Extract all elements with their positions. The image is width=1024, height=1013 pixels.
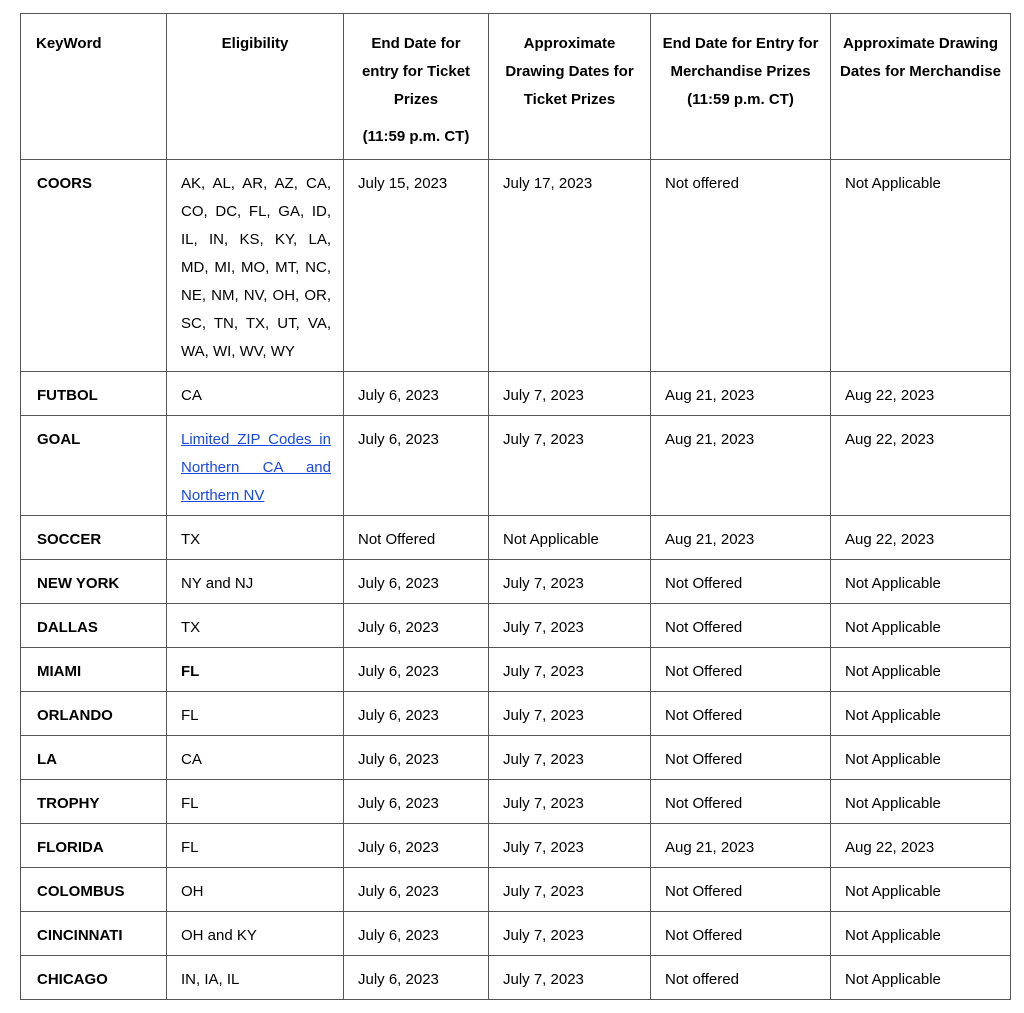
keyword-cell: FUTBOL [21,372,167,416]
merch-draw-cell: Not Applicable [831,912,1011,956]
ticket-end-cell: July 6, 2023 [344,648,489,692]
table-row-miami [21,648,1011,692]
merch-end-cell: Not Offered [651,560,831,604]
eligibility-cell: CA [167,736,344,780]
ticket-end-cell: July 6, 2023 [344,912,489,956]
merch-end-cell: Not Offered [651,692,831,736]
table-row-trophy [21,780,1011,824]
ticket-end-cell: July 6, 2023 [344,824,489,868]
merch-draw-cell: Not Applicable [831,956,1011,1000]
ticket-end-cell: July 6, 2023 [344,868,489,912]
ticket-end-cell: July 15, 2023 [344,160,489,372]
merch-end-cell: Not Offered [651,780,831,824]
eligibility-cell: FL [167,692,344,736]
merch-draw-cell: Not Applicable [831,560,1011,604]
ticket-draw-cell: July 17, 2023 [489,160,651,372]
eligibility-cell [167,416,344,516]
header-ticket-drawing-dates: Approximate Drawing Dates for Ticket Prizes [489,14,651,160]
ticket-end-cell: July 6, 2023 [344,560,489,604]
ticket-draw-cell: July 7, 2023 [489,372,651,416]
merch-end-cell: Aug 21, 2023 [651,516,831,560]
zip-codes-link[interactable]: Limited ZIP Codes in Northern CA and Northern NV [181,431,331,504]
merch-end-cell: Not offered [651,160,831,372]
header-ticket-end-main: End Date for entry for Ticket Prizes [361,35,471,108]
ticket-draw-cell: Not Applicable [489,516,651,560]
eligibility-cell: AK, AL, AR, AZ, CA, CO, DC, FL, GA, ID, IL, IN, KS, KY, LA, MD, MI, MO, MT, NC, NE, NM, NV, OH, OR, SC, TN, TX, UT, VA, WA, WI, WV, WY [167,160,344,372]
table-row-futbol [21,372,1011,416]
keyword-cell: LA [21,736,167,780]
merch-draw-cell: Not Applicable [831,868,1011,912]
header-keyword: KeyWord [21,14,167,160]
header-merch-end-date: End Date for Entry for Merchandise Prizes (11:59 p.m. CT) [651,14,831,160]
ticket-draw-cell: July 7, 2023 [489,736,651,780]
table-row-goal [21,416,1011,516]
eligibility-cell: TX [167,604,344,648]
header-eligibility: Eligibility [167,14,344,160]
merch-draw-cell: Not Applicable [831,780,1011,824]
keyword-cell: COLOMBUS [21,868,167,912]
keyword-cell: COORS [21,160,167,372]
merch-draw-cell: Not Applicable [831,736,1011,780]
ticket-end-cell: July 6, 2023 [344,416,489,516]
merch-draw-cell: Aug 22, 2023 [831,416,1011,516]
keyword-cell: SOCCER [21,516,167,560]
ticket-end-cell: July 6, 2023 [344,604,489,648]
merch-draw-cell: Aug 22, 2023 [831,372,1011,416]
table-body [21,160,1011,1000]
merch-end-cell: Aug 21, 2023 [651,372,831,416]
ticket-draw-cell: July 7, 2023 [489,868,651,912]
merch-end-cell: Not Offered [651,604,831,648]
table-row-new-york [21,560,1011,604]
keyword-cell: ORLANDO [21,692,167,736]
eligibility-cell: OH [167,868,344,912]
merch-end-cell: Aug 21, 2023 [651,824,831,868]
ticket-end-cell: July 6, 2023 [344,736,489,780]
keyword-cell: MIAMI [21,648,167,692]
eligibility-cell: TX [167,516,344,560]
table-row-orlando [21,692,1011,736]
merch-draw-cell: Not Applicable [831,648,1011,692]
keyword-cell: FLORIDA [21,824,167,868]
merch-draw-cell: Not Applicable [831,692,1011,736]
ticket-draw-cell: July 7, 2023 [489,560,651,604]
keyword-cell: DALLAS [21,604,167,648]
header-row [21,14,1011,160]
ticket-draw-cell: July 7, 2023 [489,692,651,736]
eligibility-cell: FL [167,824,344,868]
ticket-draw-cell: July 7, 2023 [489,824,651,868]
table-row-cincinnati [21,912,1011,956]
ticket-end-cell: July 6, 2023 [344,780,489,824]
header-ticket-end-time: (11:59 p.m. CT) [362,128,470,145]
table-row-soccer [21,516,1011,560]
merch-end-cell: Not offered [651,956,831,1000]
eligibility-cell: NY and NJ [167,560,344,604]
merch-draw-cell: Aug 22, 2023 [831,824,1011,868]
eligibility-cell: CA [167,372,344,416]
eligibility-cell: OH and KY [167,912,344,956]
ticket-end-cell: Not Offered [344,516,489,560]
table-row-coors [21,160,1011,372]
merch-draw-cell: Not Applicable [831,604,1011,648]
ticket-draw-cell: July 7, 2023 [489,604,651,648]
table-row-colombus [21,868,1011,912]
merch-end-cell: Not Offered [651,912,831,956]
merch-end-cell: Not Offered [651,648,831,692]
header-merch-drawing-dates: Approximate Drawing Dates for Merchandise [831,14,1011,160]
header-ticket-end-date [344,14,489,160]
table-row-chicago [21,956,1011,1000]
merch-draw-cell: Aug 22, 2023 [831,516,1011,560]
keyword-cell: TROPHY [21,780,167,824]
ticket-draw-cell: July 7, 2023 [489,912,651,956]
ticket-draw-cell: July 7, 2023 [489,416,651,516]
ticket-draw-cell: July 7, 2023 [489,956,651,1000]
eligibility-cell: FL [167,648,344,692]
keyword-prize-table [20,13,1011,1000]
merch-end-cell: Not Offered [651,868,831,912]
ticket-end-cell: July 6, 2023 [344,956,489,1000]
ticket-end-cell: July 6, 2023 [344,372,489,416]
table-row-la [21,736,1011,780]
eligibility-cell: FL [167,780,344,824]
ticket-draw-cell: July 7, 2023 [489,780,651,824]
keyword-cell: CINCINNATI [21,912,167,956]
merch-draw-cell: Not Applicable [831,160,1011,372]
table-row-dallas [21,604,1011,648]
table-header [21,14,1011,160]
keyword-cell: GOAL [21,416,167,516]
ticket-end-cell: July 6, 2023 [344,692,489,736]
merch-end-cell: Not Offered [651,736,831,780]
ticket-draw-cell: July 7, 2023 [489,648,651,692]
merch-end-cell: Aug 21, 2023 [651,416,831,516]
keyword-cell: NEW YORK [21,560,167,604]
eligibility-cell: IN, IA, IL [167,956,344,1000]
keyword-cell: CHICAGO [21,956,167,1000]
table-row-florida [21,824,1011,868]
